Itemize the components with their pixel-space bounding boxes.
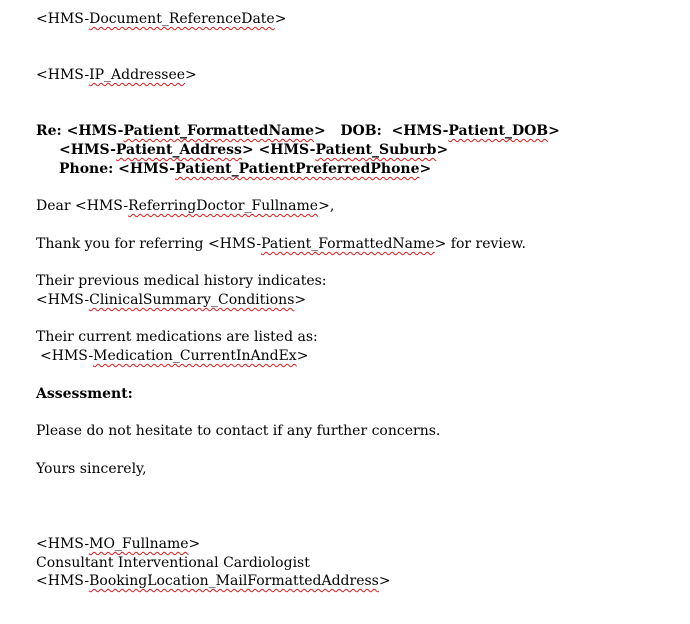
- history-field-line[interactable]: [36, 291, 306, 310]
- re-line[interactable]: [36, 122, 560, 141]
- booking-location-line[interactable]: [36, 572, 391, 591]
- merge-suffix: >: [274, 11, 287, 27]
- merge-suffix: >: [241, 142, 254, 158]
- patient-dob-field: Patient_DOB: [448, 123, 549, 139]
- merge-suffix: >: [294, 292, 307, 308]
- merge-prefix: <HMS-: [66, 123, 124, 139]
- merge-field-name: IP_Addressee: [89, 67, 186, 83]
- merge-field-name: Document_ReferenceDate: [89, 11, 275, 27]
- contact-line[interactable]: Please do not hesitate to contact if any further concerns.: [36, 423, 441, 439]
- merge-prefix: <HMS-: [59, 142, 116, 158]
- medications-field: Medication_CurrentInAndEx: [93, 348, 297, 364]
- patient-name-field: Patient_FormattedName: [123, 123, 315, 139]
- merge-suffix: >: [436, 142, 449, 158]
- merge-suffix: >: [314, 123, 326, 139]
- referring-doctor-field: ReferringDoctor_Fullname: [128, 198, 319, 214]
- merge-prefix: <HMS-: [36, 67, 90, 83]
- booking-location-field: BookingLocation_MailFormattedAddress: [89, 573, 379, 589]
- merge-prefix: <HMS-: [36, 536, 90, 552]
- signature-name-line[interactable]: [36, 535, 200, 554]
- medications-intro[interactable]: Their current medications are listed as:: [36, 329, 318, 345]
- medications-field-line[interactable]: [40, 347, 308, 366]
- signature-title[interactable]: Consultant Interventional Cardiologist: [36, 555, 310, 571]
- thanks-suffix: > for review.: [434, 236, 526, 252]
- merge-suffix: >: [185, 67, 197, 83]
- merge-prefix: <HMS-: [40, 348, 94, 364]
- phone-label: Phone:: [59, 161, 119, 177]
- merge-prefix: <HMS-: [391, 123, 449, 139]
- thanks-line[interactable]: [36, 235, 526, 254]
- dob-label: DOB:: [325, 123, 392, 139]
- patient-address-field: Patient_Address: [115, 142, 242, 158]
- assessment-heading[interactable]: Assessment:: [36, 386, 133, 402]
- closing-line[interactable]: Yours sincerely,: [36, 461, 147, 477]
- patient-name-field: Patient_FormattedName: [261, 236, 435, 252]
- merge-prefix: <HMS-: [36, 292, 90, 308]
- merge-prefix: <HMS-: [253, 142, 316, 158]
- patient-suburb-field: Patient_Suburb: [315, 142, 437, 158]
- addressee-field[interactable]: [36, 66, 197, 85]
- merge-prefix: <HMS-: [36, 11, 90, 27]
- merge-suffix: >: [296, 348, 309, 364]
- salutation-line[interactable]: [36, 197, 334, 216]
- reference-date-field[interactable]: [36, 10, 286, 29]
- merge-prefix: <HMS-: [36, 573, 90, 589]
- patient-phone-line[interactable]: [59, 160, 431, 179]
- clinical-conditions-field: ClinicalSummary_Conditions: [89, 292, 295, 308]
- mo-fullname-field: MO_Fullname: [89, 536, 189, 552]
- merge-suffix: >: [419, 161, 432, 177]
- merge-suffix: >: [548, 123, 560, 139]
- history-intro[interactable]: Their previous medical history indicates:: [36, 273, 327, 289]
- thanks-text: Thank you for referring <HMS-: [36, 236, 262, 252]
- salutation-text: Dear <HMS-: [36, 198, 129, 214]
- re-label: Re:: [36, 123, 67, 139]
- patient-phone-field: Patient_PatientPreferredPhone: [175, 161, 420, 177]
- patient-address-line[interactable]: [59, 141, 448, 160]
- merge-prefix: <HMS-: [118, 161, 176, 177]
- merge-suffix: >,: [318, 198, 335, 214]
- merge-suffix: >: [378, 573, 391, 589]
- merge-suffix: >: [188, 536, 201, 552]
